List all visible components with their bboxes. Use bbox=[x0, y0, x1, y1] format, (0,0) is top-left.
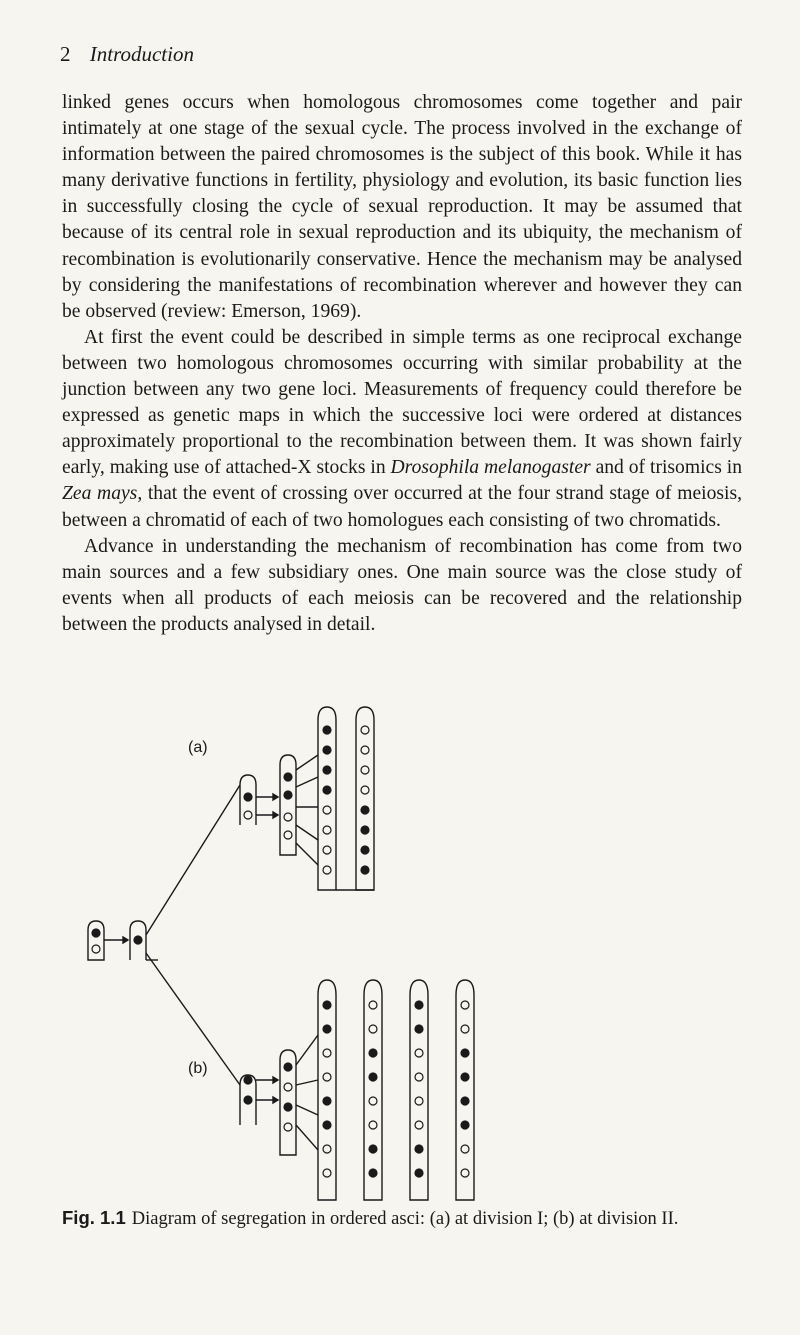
spore-filled bbox=[134, 936, 142, 944]
ascospore-open bbox=[461, 1169, 469, 1177]
segment: At first the event could be described in simple terms as one reciprocal exchange between two homologous chromosomes occurring with similar probability at the junction between any two gene loci. Measurements of frequency could therefore be expressed as genetic maps in which the successive loci were ordered at distances approximately proportional to the recombination between them. It was shown fairly early, making use of attached-X stocks in bbox=[62, 326, 742, 479]
ascospore-open bbox=[361, 766, 369, 774]
species-name: Drosophila melanogaster bbox=[390, 457, 591, 479]
spore-open bbox=[284, 1083, 292, 1091]
ascospore-open bbox=[361, 746, 369, 754]
ascospore-filled bbox=[361, 866, 369, 874]
spore-filled bbox=[284, 1063, 292, 1071]
segment: , that the event of crossing over occurred at the four strand stage of meiosis, between a chromatid of each of two homologues each consisting of two chromatids. bbox=[62, 483, 742, 531]
segment: Advance in understanding the mechanism of recombination has come from two main sources and a few subsidiary ones. One main source was the close study of events when all products of each meiosis can be recovered and the relationship between the products analysed in detail. bbox=[62, 535, 742, 635]
ascospore-filled bbox=[323, 766, 331, 774]
ascospore-open bbox=[323, 826, 331, 834]
chapter-title: Introduction bbox=[89, 42, 194, 66]
spore-filled bbox=[284, 791, 292, 799]
ascospore-open bbox=[361, 726, 369, 734]
figure-ordered-asci bbox=[60, 695, 740, 1335]
path-to-a bbox=[146, 785, 240, 935]
species-name: Zea mays bbox=[62, 483, 138, 505]
figure-label-a: (a) bbox=[188, 739, 208, 756]
spore-filled bbox=[284, 1103, 292, 1111]
ascospore-filled bbox=[415, 1145, 423, 1153]
paragraph-2 bbox=[62, 325, 742, 534]
ascospore-filled bbox=[461, 1073, 469, 1081]
spore-open bbox=[284, 813, 292, 821]
ascospore-filled bbox=[461, 1049, 469, 1057]
ascospore-filled bbox=[369, 1145, 377, 1153]
body-text bbox=[62, 90, 742, 638]
ascus-b-4 bbox=[456, 980, 474, 1200]
ascospore-filled bbox=[369, 1169, 377, 1177]
div2-cell-a bbox=[280, 755, 296, 855]
ascospore-open bbox=[323, 1145, 331, 1153]
ascospore-filled bbox=[415, 1169, 423, 1177]
ascospore-filled bbox=[361, 846, 369, 854]
figure-label-b: (b) bbox=[188, 1060, 208, 1077]
ascospore-filled bbox=[361, 806, 369, 814]
ascospore-filled bbox=[323, 1097, 331, 1105]
ascospore-open bbox=[461, 1025, 469, 1033]
ascospore-open bbox=[323, 806, 331, 814]
spore-open bbox=[244, 811, 252, 819]
ascospore-filled bbox=[369, 1073, 377, 1081]
caption-label: Fig. 1.1 bbox=[62, 1207, 126, 1228]
zygote-cell bbox=[88, 921, 104, 960]
ascus-b-2 bbox=[364, 980, 382, 1200]
ascospore-filled bbox=[461, 1097, 469, 1105]
ascus-b-3 bbox=[410, 980, 428, 1200]
page-number: 2 bbox=[60, 42, 71, 66]
spore-filled bbox=[284, 773, 292, 781]
ascospore-filled bbox=[323, 1025, 331, 1033]
ascospore-open bbox=[369, 1025, 377, 1033]
spore-filled bbox=[244, 1096, 252, 1104]
spore-open bbox=[284, 831, 292, 839]
spore-open bbox=[92, 945, 100, 953]
ascospore-filled bbox=[361, 826, 369, 834]
ascospore-open bbox=[461, 1001, 469, 1009]
ascospore-open bbox=[323, 1169, 331, 1177]
arrow-head bbox=[123, 937, 128, 943]
figure-caption bbox=[62, 1207, 752, 1230]
ascospore-filled bbox=[415, 1001, 423, 1009]
ascus-b-1 bbox=[318, 980, 336, 1200]
ascospore-open bbox=[369, 1121, 377, 1129]
ascospore-open bbox=[415, 1049, 423, 1057]
ascospore-filled bbox=[323, 786, 331, 794]
ascospore-filled bbox=[461, 1121, 469, 1129]
ascospore-filled bbox=[323, 746, 331, 754]
ascospore-open bbox=[323, 1073, 331, 1081]
ascospore-open bbox=[415, 1073, 423, 1081]
ascospore-open bbox=[415, 1097, 423, 1105]
segment: linked genes occurs when homologous chromosomes come together and pair intimately at one stage of the sexual cycle. The process involved in the exchange of information between the paired chromosomes is the subject of this book. While it has many derivative functions in fertility, physiology and evolution, its basic function lies in successfully closing the cycle of sexual reproduction. It may be assumed that because of its central role in sexual reproduction and its ubiquity, the mechanism of recombination is evolutionarily conservative. Hence the mechanism may be analysed by considering the manifestations of recombination wherever and however they can be observed (review: Emerson, 1969). bbox=[62, 92, 742, 322]
ascospore-open bbox=[415, 1121, 423, 1129]
ascospore-open bbox=[461, 1145, 469, 1153]
ascospore-filled bbox=[323, 1121, 331, 1129]
ascospore-filled bbox=[369, 1049, 377, 1057]
ascospore-open bbox=[323, 866, 331, 874]
caption-text: Diagram of segregation in ordered asci: (a) at division I; (b) at division II. bbox=[131, 1209, 679, 1229]
spore-filled bbox=[244, 793, 252, 801]
ascospore-open bbox=[369, 1001, 377, 1009]
segment: and of trisomics in bbox=[590, 457, 742, 479]
running-head bbox=[60, 42, 194, 67]
ascospore-filled bbox=[323, 1001, 331, 1009]
ascospore-open bbox=[369, 1097, 377, 1105]
ascospore-filled bbox=[323, 726, 331, 734]
spore-filled bbox=[244, 1076, 252, 1084]
spore-open bbox=[284, 1123, 292, 1131]
paragraph-3 bbox=[62, 534, 742, 638]
ascus-diagram bbox=[60, 695, 740, 1215]
paragraph-1 bbox=[62, 90, 742, 325]
ascospore-open bbox=[323, 846, 331, 854]
ascospore-open bbox=[323, 1049, 331, 1057]
spore-filled bbox=[92, 929, 100, 937]
ascospore-open bbox=[361, 786, 369, 794]
ascospore-filled bbox=[415, 1025, 423, 1033]
